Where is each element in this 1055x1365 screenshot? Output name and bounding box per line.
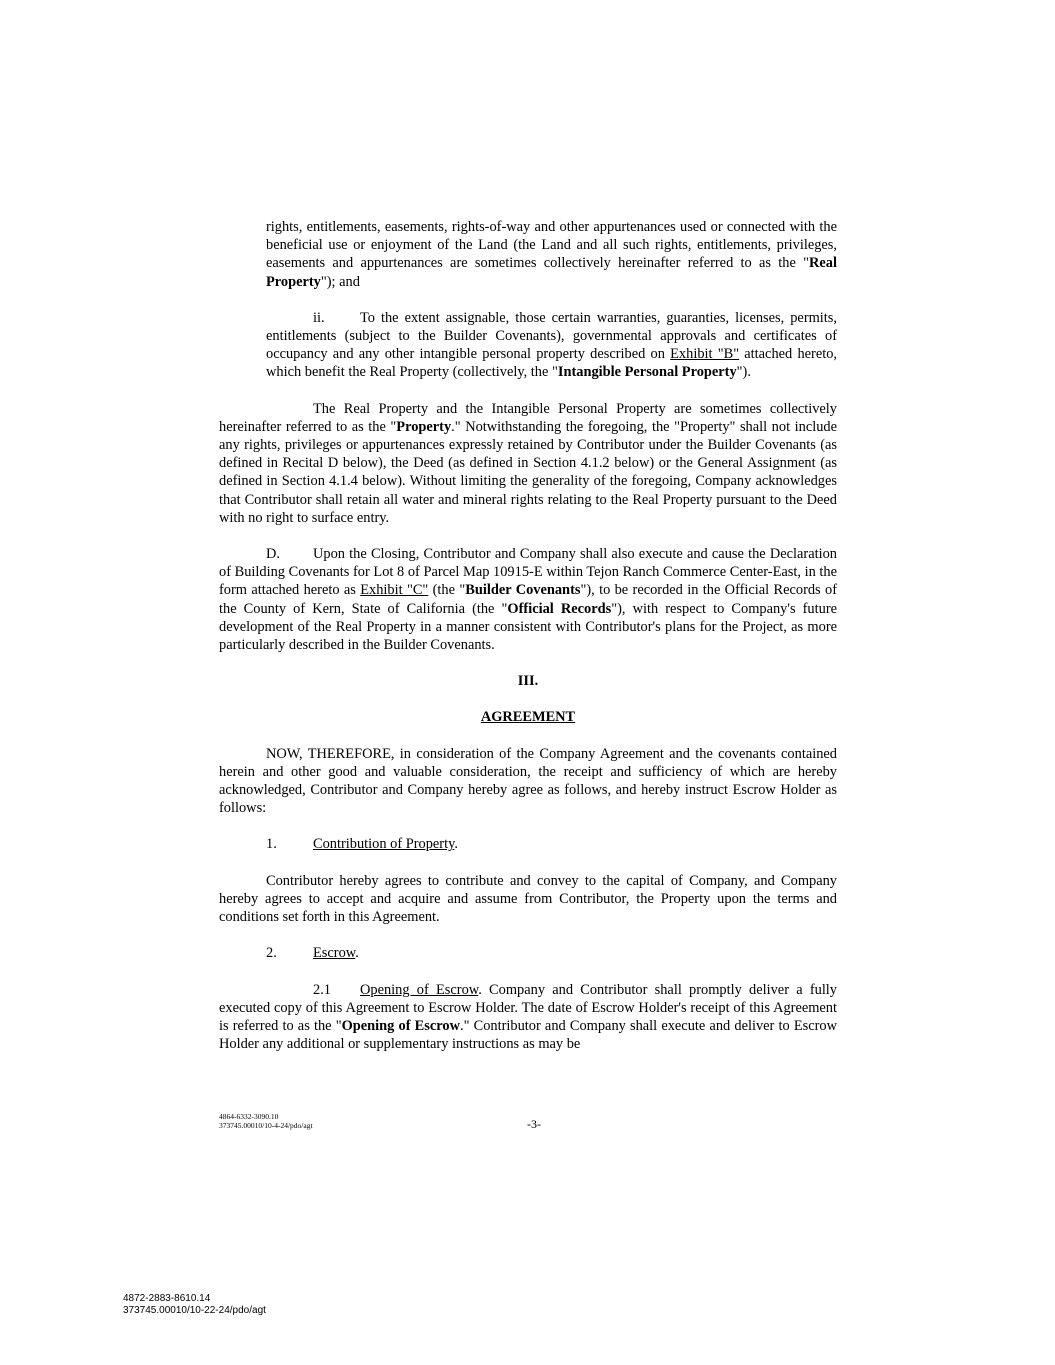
page-number: -3-: [527, 1117, 541, 1131]
paragraph-text: "), with respect to Company's future development of the Real Property in a manner consistent with Contributor's plans for the Project, as more particularly described in the Builder Covenants.: [219, 600, 838, 654]
section-heading-title: Escrow: [313, 945, 356, 962]
exhibit-reference: Exhibit "C": [360, 582, 429, 599]
exhibit-reference: Exhibit "B": [670, 346, 740, 363]
recital-label: D.: [266, 546, 280, 563]
footer-doc-id: 4864-6332-3090.10: [219, 1112, 279, 1121]
paragraph-intangible-property: [266, 309, 837, 382]
outer-footer-doc-id: 4872-2883-8610.14: [123, 1293, 211, 1304]
section-title: AGREEMENT: [480, 709, 576, 726]
outer-footer: [123, 1293, 266, 1317]
paragraph-text: "), to be recorded in the Official Records of the County of Kern, State of California (the ": [219, 582, 837, 617]
paragraph-text: Upon the Closing, Contributor and Company shall also execute and cause the Declaration of Building Covenants for Lot 8 of Parcel Map 10915-E within Tejon Ranch Commerce Center-East, in the form attached hereto as: [219, 546, 837, 599]
page-footer-doc-info: [219, 1112, 313, 1130]
paragraph-text: attached hereto, which benefit the Real Property (collectively, the ": [266, 346, 837, 381]
subsection-title: Opening of Escrow: [360, 981, 479, 998]
section-label: 2.: [266, 945, 277, 962]
document-body: [219, 218, 837, 1071]
paragraph-text: "); and: [320, 273, 360, 290]
section-label: 1.: [266, 836, 277, 853]
section-heading-2: [219, 944, 837, 962]
paragraph-text: . Company and Contributor shall promptly deliver a fully executed copy of this Agreement to Escrow Holder. The date of Escrow Holder's receipt of this Agreement is referred to as the ": [219, 981, 838, 1034]
paragraph-text: rights, entitlements, easements, rights-of-way and other appurtenances used or connected with the beneficial use or enjoyment of the Land (the Land and all such rights, entitlements, privileges, easements and appurtenances are sometimes collectively hereinafter referred to as the ": [266, 219, 837, 272]
paragraph-property-definition: [219, 400, 837, 527]
footer-doc-ref: 373745.00010/10-4-24/pdo/agt: [219, 1121, 313, 1130]
recital-d: [219, 545, 837, 654]
heading-period: .: [355, 945, 359, 962]
paragraph-text: ." Contributor and Company shall execute and deliver to Escrow Holder any additional or supplementary instructions as may be: [219, 1017, 837, 1053]
defined-term: Builder Covenants: [465, 582, 581, 599]
paragraph-text: (the ": [428, 582, 466, 599]
paragraph-opening-of-escrow: [219, 981, 837, 1054]
section-number: III.: [517, 673, 539, 690]
paragraph-text: To the extent assignable, those certain warranties, guaranties, licenses, permits, entitlements (subject to the Builder Covenants), governmental approvals and certificates of occupancy and any other intangible personal property described on: [266, 309, 837, 363]
paragraph-text: The Real Property and the Intangible Personal Property are sometimes collectively hereinafter referred to as the ": [219, 400, 837, 435]
clause-label: ii.: [313, 309, 325, 326]
section-heading-1: [219, 835, 837, 853]
paragraph-contribution: Contributor hereby agrees to contribute and convey to the capital of Company, and Company hereby agrees to accept and acquire and assume from Contributor, the Property upon the terms and conditions set forth in this Agreement.: [219, 872, 837, 926]
paragraph-text: ." Notwithstanding the foregoing, the "Property" shall not include any rights, privileges or appurtenances expressly retained by Contributor under the Builder Covenants (as defined in Recital D below), the Deed (as defined in Section 4.1.2 below) or the General Assignment (as defined in Section 4.1.4 below). Without limiting the generality of the foregoing, Company acknowledges that Contributor shall retain all water and mineral rights relating to the Real Property pursuant to the Deed with no right to surface entry.: [219, 418, 837, 526]
subsection-label: 2.1: [313, 981, 331, 998]
outer-footer-doc-ref: 373745.00010/10-22-24/pdo/agt: [123, 1305, 266, 1316]
heading-period: .: [454, 836, 458, 853]
section-heading-title: Contribution of Property: [313, 836, 455, 853]
defined-term: Opening of Escrow: [341, 1017, 460, 1034]
paragraph-text: ").: [736, 364, 751, 381]
defined-term: Real Property: [266, 255, 837, 290]
defined-term: Official Records: [507, 600, 612, 617]
paragraph-real-property: [266, 218, 837, 291]
defined-term: Intangible Personal Property: [557, 364, 737, 381]
defined-term: Property: [396, 418, 452, 435]
paragraph-now-therefore: NOW, THEREFORE, in consideration of the Company Agreement and the covenants contained herein and other good and valuable consideration, the receipt and sufficiency of which are hereby acknowledged, Contributor and Company hereby agree as follows, and hereby instruct Escrow Holder as follows:: [219, 745, 837, 817]
